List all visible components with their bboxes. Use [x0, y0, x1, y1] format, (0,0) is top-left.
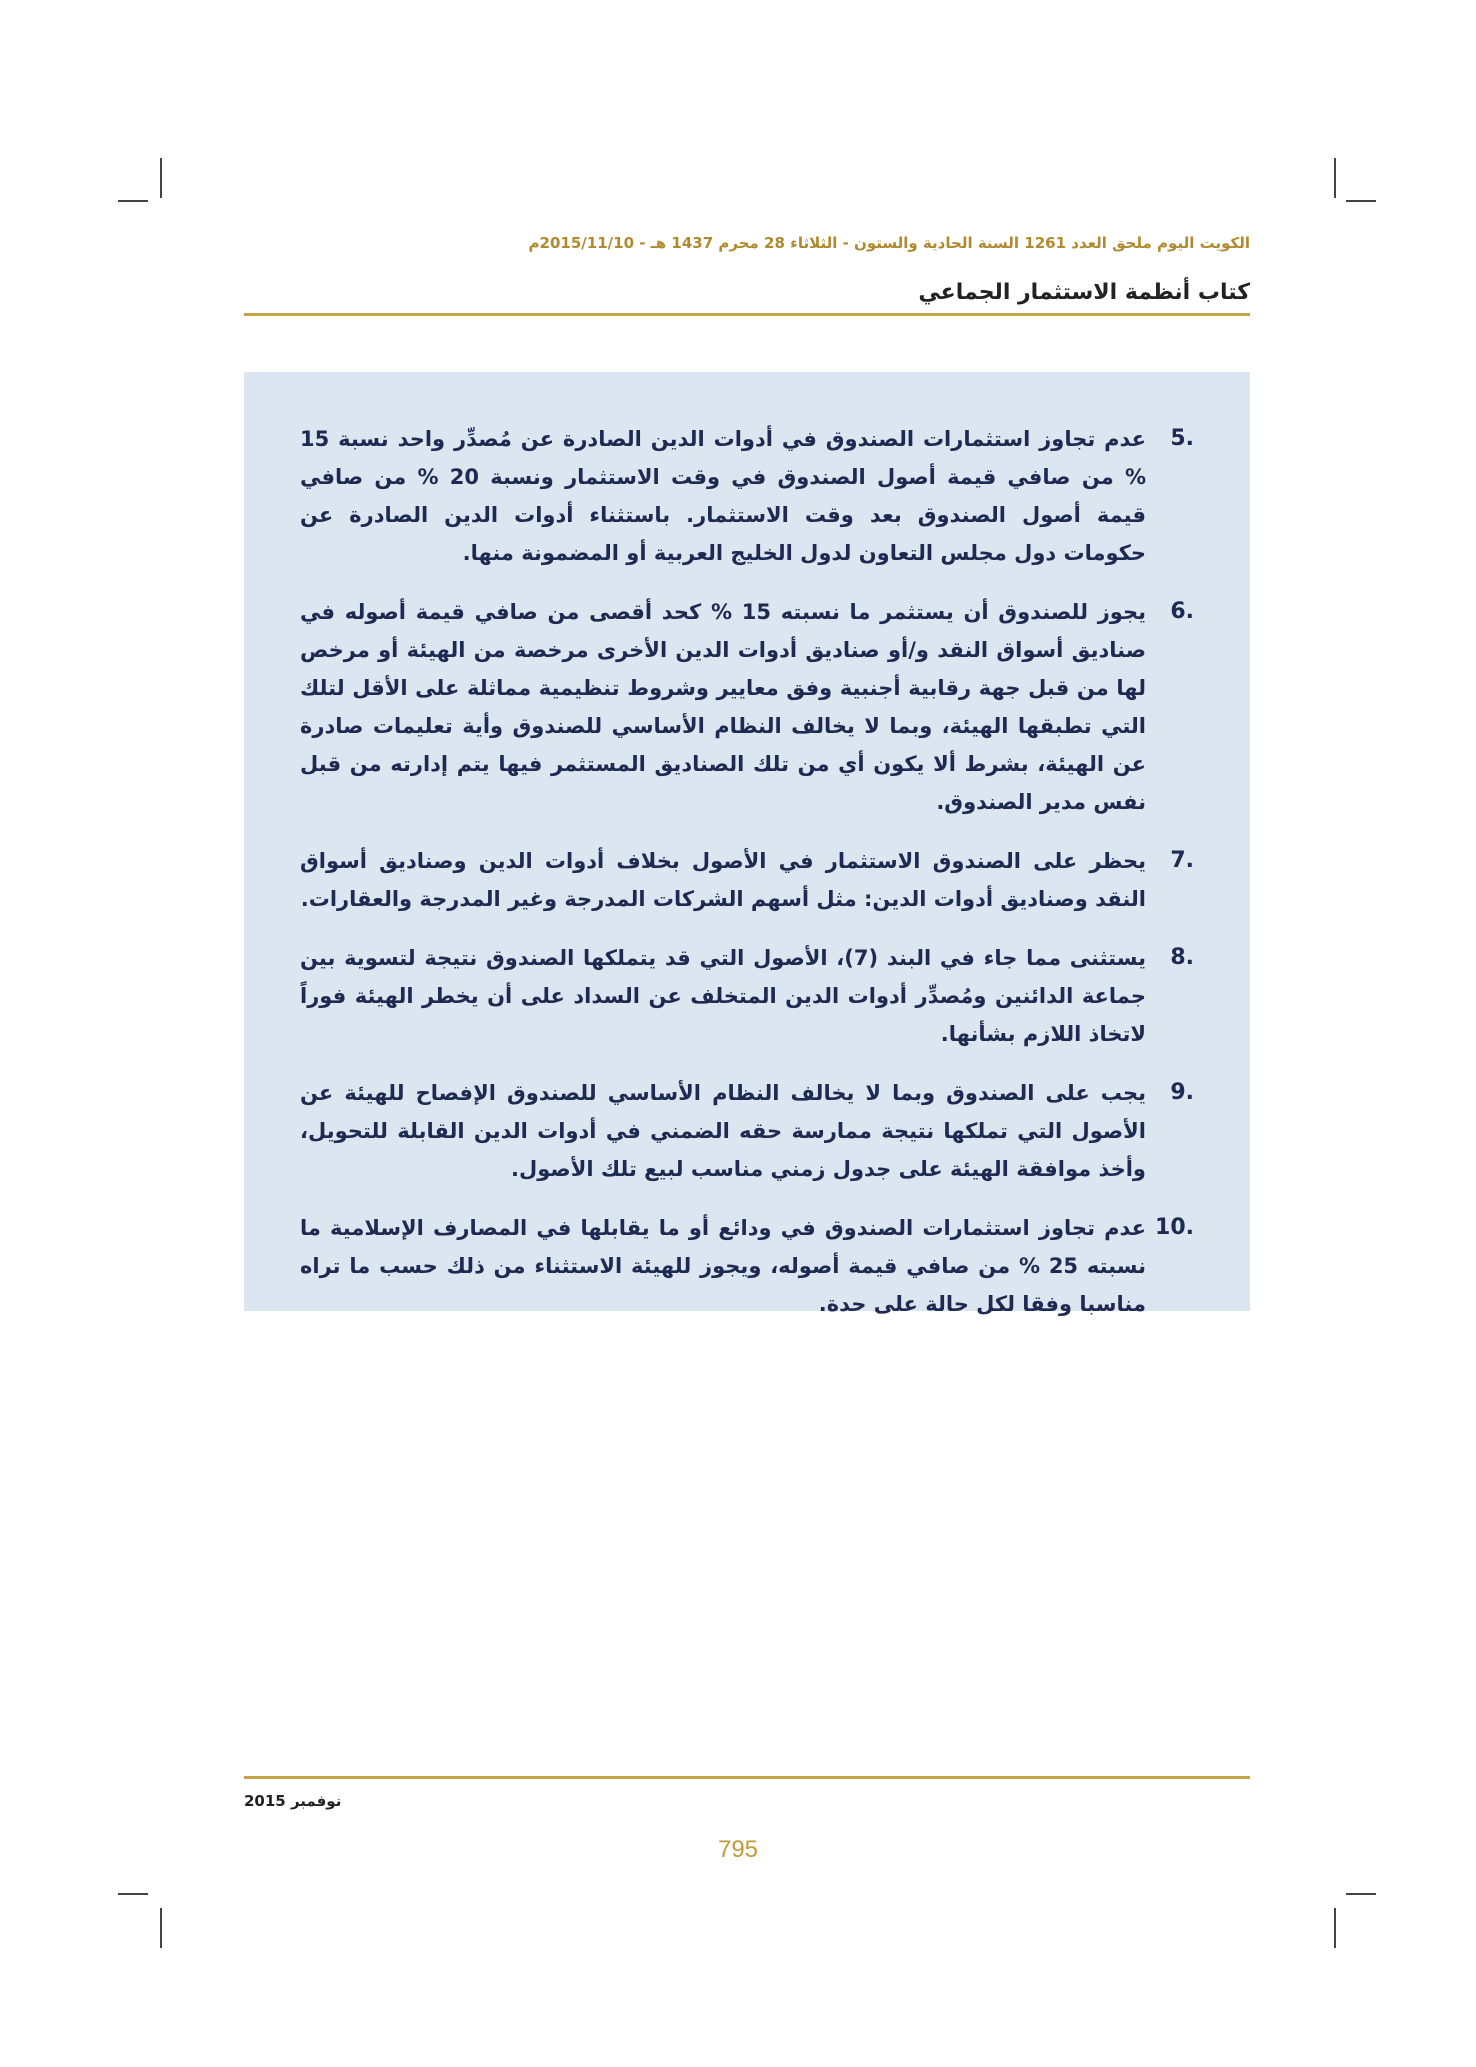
- running-header: الكويت اليوم ملحق العدد 1261 السنة الحادية والستون - الثلاثاء 28 محرم 1437 هـ - 2015/11/10م: [528, 234, 1250, 252]
- footer-date: نوفمبر 2015: [244, 1792, 342, 1810]
- list-item: [300, 1074, 1194, 1188]
- crop-mark: [160, 1908, 162, 1948]
- list-item: [300, 939, 1194, 1053]
- item-number: .6: [1170, 599, 1194, 624]
- item-number: .10: [1155, 1215, 1194, 1240]
- item-text: عدم تجاوز استثمارات الصندوق في ودائع أو ما يقابلها في المصارف الإسلامية ما نسبته 25 % من صافي قيمة أصوله، ويجوز للهيئة الاستثناء من ذلك حسب ما تراه مناسبا وفقا لكل حالة على حدة.: [300, 1216, 1147, 1316]
- item-number: .7: [1170, 848, 1194, 873]
- crop-mark: [118, 1893, 148, 1895]
- item-text: يجب على الصندوق وبما لا يخالف النظام الأساسي للصندوق الإفصاح للهيئة عن الأصول التي تملكها نتيجة ممارسة حقه الضمني في أدوات الدين القابلة للتحويل، وأخذ موافقة الهيئة على جدول زمني مناسب لبيع تلك الأصول.: [300, 1081, 1146, 1181]
- item-text: يحظر على الصندوق الاستثمار في الأصول بخلاف أدوات الدين وصناديق أسواق النقد وصناديق أدوات الدين: مثل أسهم الشركات المدرجة وغير المدرجة والعقارات.: [300, 849, 1146, 911]
- header-rule: [244, 313, 1250, 316]
- crop-mark: [118, 200, 148, 202]
- page-number: 795: [717, 1836, 759, 1863]
- item-number: .5: [1170, 426, 1194, 451]
- item-text: يجوز للصندوق أن يستثمر ما نسبته 15 % كحد أقصى من صافي قيمة أصوله في صناديق أسواق النقد و/أو صناديق أدوات الدين الأخرى مرخصة من الهيئة أو مرخص لها من قبل جهة رقابية أجنبية وفق معايير وشروط تنظيمية مماثلة على الأقل لتلك التي تطبقها الهيئة، وبما لا يخالف النظام الأساسي للصندوق وأية تعليمات صادرة عن الهيئة، بشرط ألا يكون أي من تلك الصناديق المستثمر فيها يتم إدارته من قبل نفس مدير الصندوق.: [300, 600, 1146, 814]
- content-box: [244, 372, 1250, 1316]
- crop-mark: [160, 158, 162, 198]
- list-item: [300, 842, 1194, 918]
- book-title: كتاب أنظمة الاستثمار الجماعي: [918, 280, 1250, 305]
- crop-mark: [1334, 158, 1336, 198]
- item-text: يستثنى مما جاء في البند (7)، الأصول التي قد يتملكها الصندوق نتيجة لتسوية بين جماعة الدائنين ومُصدِّر أدوات الدين المتخلف عن السداد على أن يخطر الهيئة فوراً لاتخاذ اللازم بشأنها.: [300, 946, 1147, 1046]
- list-item: [300, 593, 1194, 821]
- list-item: [300, 1209, 1194, 1323]
- regulation-list: [300, 420, 1194, 1344]
- footer-rule: [244, 1776, 1250, 1779]
- list-item: [300, 420, 1194, 572]
- item-text: عدم تجاوز استثمارات الصندوق في أدوات الدين الصادرة عن مُصدِّر واحد نسبة 15 % من صافي قيمة أصول الصندوق في وقت الاستثمار ونسبة 20 % من صافي قيمة أصول الصندوق بعد وقت الاستثمار. باستثناء أدوات الدين الصادرة عن حكومات دول مجلس التعاون لدول الخليج العربية أو المضمونة منها.: [300, 427, 1146, 565]
- crop-mark: [1334, 1908, 1336, 1948]
- item-number: .9: [1170, 1080, 1194, 1105]
- crop-mark: [1346, 200, 1376, 202]
- item-number: .8: [1170, 945, 1194, 970]
- crop-mark: [1346, 1893, 1376, 1895]
